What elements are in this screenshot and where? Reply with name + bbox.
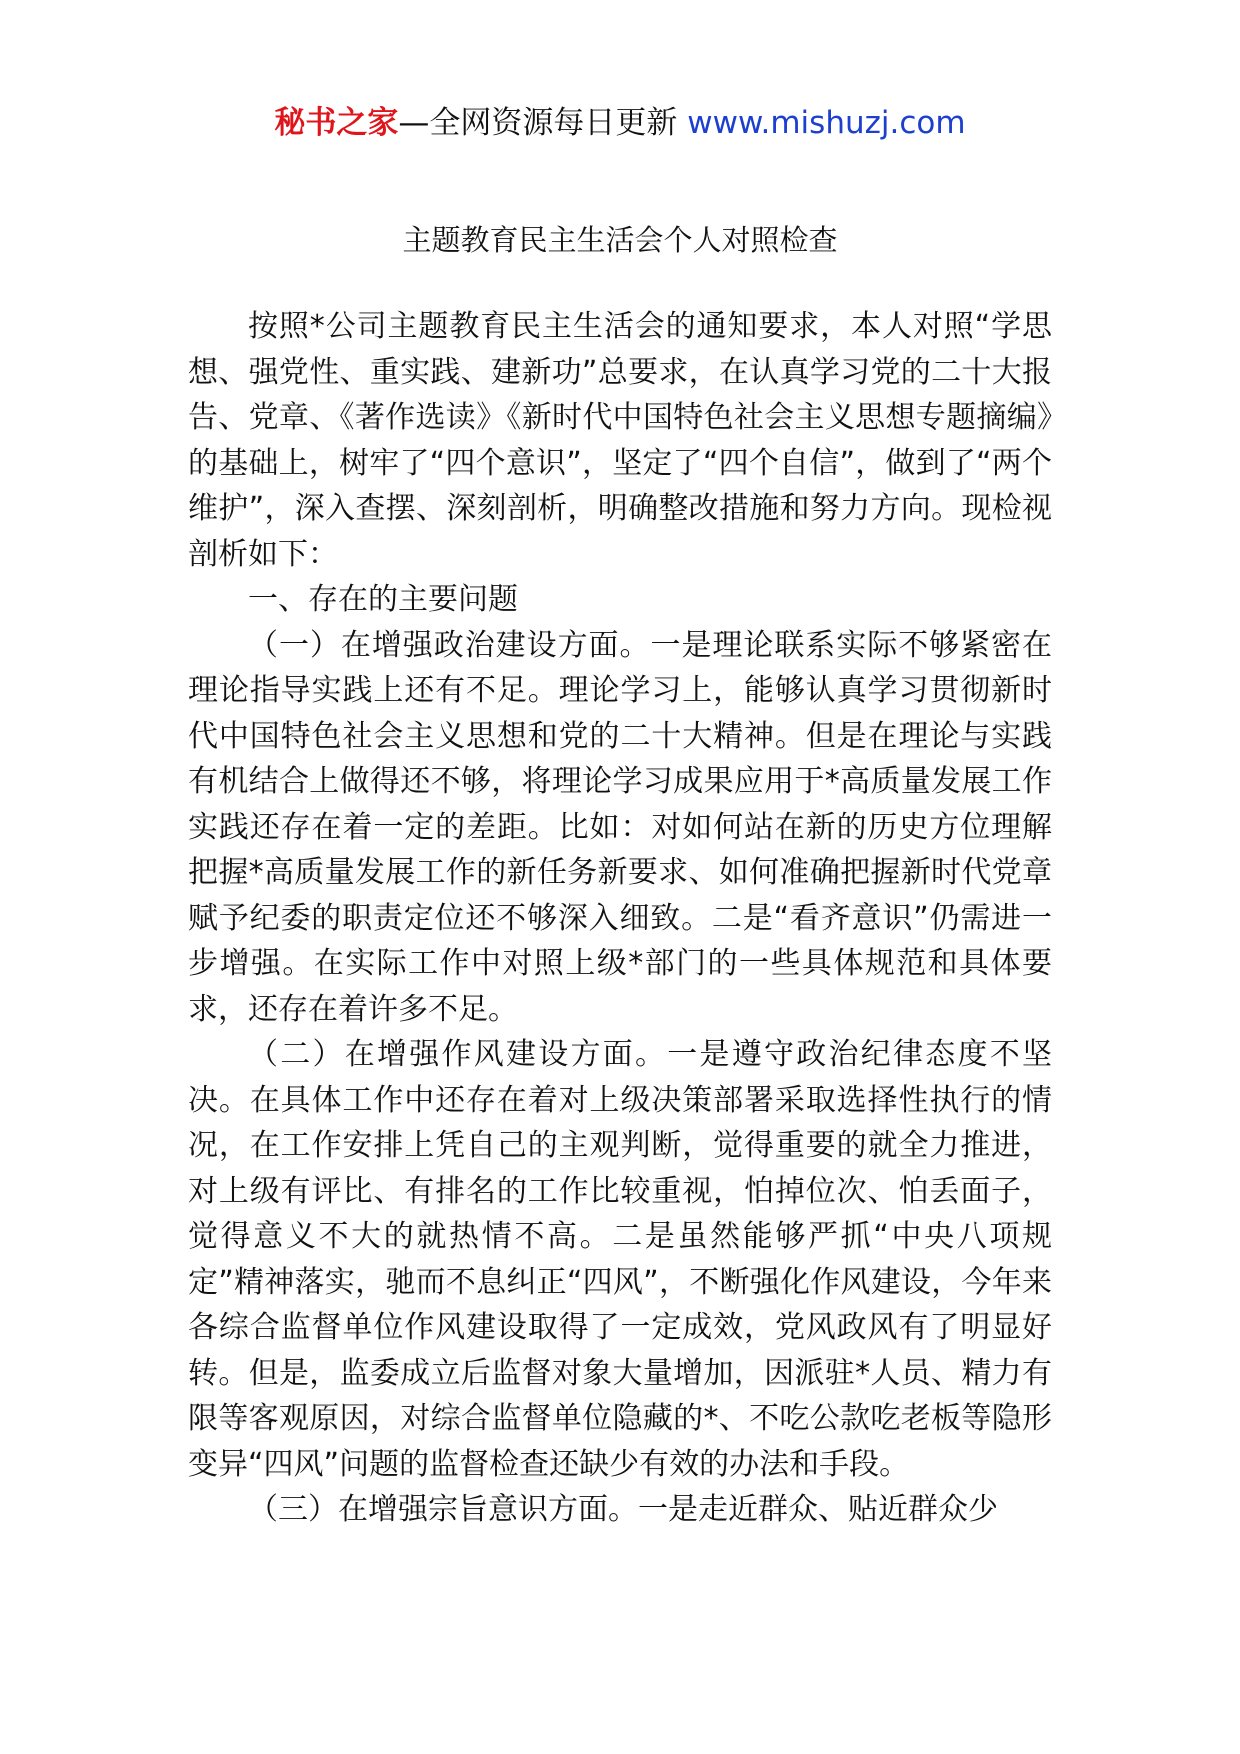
paragraph-purpose-awareness: （三）在增强宗旨意识方面。一是走近群众、贴近群众少	[248, 1492, 998, 1527]
section-heading-issues: 一、存在的主要问题	[248, 582, 518, 617]
banner-slogan: —全网资源每日更新	[398, 105, 688, 141]
paragraph-political-building: （一）在增强政治建设方面。一是理论联系实际不够紧密在理论指导实践上还有不足。理论学习上，能够认真学习贯彻新时代中国特色社会主义思想和党的二十大精神。但是在理论与实践有机结合上做得还不够，将理论学习成果应用于*高质量发展工作实践还存在着一定的差距。比如：对如何站在新的历史方位理解把握*高质量发展工作的新任务新要求、如何准确把握新时代党章赋予纪委的职责定位还不够深入细致。二是“看齐意识”仍需进一步增强。在实际工作中对照上级*部门的一些具体规范和具体要求，还存在着许多不足。	[188, 627, 1052, 1027]
paragraph-style-building: （二）在增强作风建设方面。一是遵守政治纪律态度不坚决。在具体工作中还存在着对上级决策部署采取选择性执行的情况，在工作安排上凭自己的主观判断，觉得重要的就全力推进，对上级有评比、有排名的工作比较重视，怕掉位次、怕丢面子，觉得意义不大的就热情不高。二是虽然能够严抓“中央八项规定”精神落实，驰而不息纠正“四风”，不断强化作风建设，今年来各综合监督单位作风建设取得了一定成效，党风政风有了明显好转。但是，监委成立后监督对象大量增加，因派驻*人员、精力有限等客观原因，对综合监督单位隐藏的*、不吃公款吃老板等隐形变异“四风”问题的监督检查还缺少有效的办法和手段。	[188, 1037, 1052, 1482]
intro-paragraph: 按照*公司主题教育民主生活会的通知要求，本人对照“学思想、强党性、重实践、建新功”总要求，在认真学习党的二十大报告、党章、《著作选读》《新时代中国特色社会主义思想专题摘编》的基础上，树牢了“四个意识”，坚定了“四个自信”，做到了“两个维护”，深入查摆、深刻剖析，明确整改措施和努力方向。现检视剖析如下：	[188, 309, 1052, 572]
site-banner	[0, 100, 1240, 146]
document-title: 主题教育民主生活会个人对照检查	[402, 223, 838, 257]
document-body	[188, 304, 1052, 1533]
brand-name: 秘书之家	[274, 105, 399, 141]
site-url: www.mishuzj.com	[687, 105, 966, 141]
